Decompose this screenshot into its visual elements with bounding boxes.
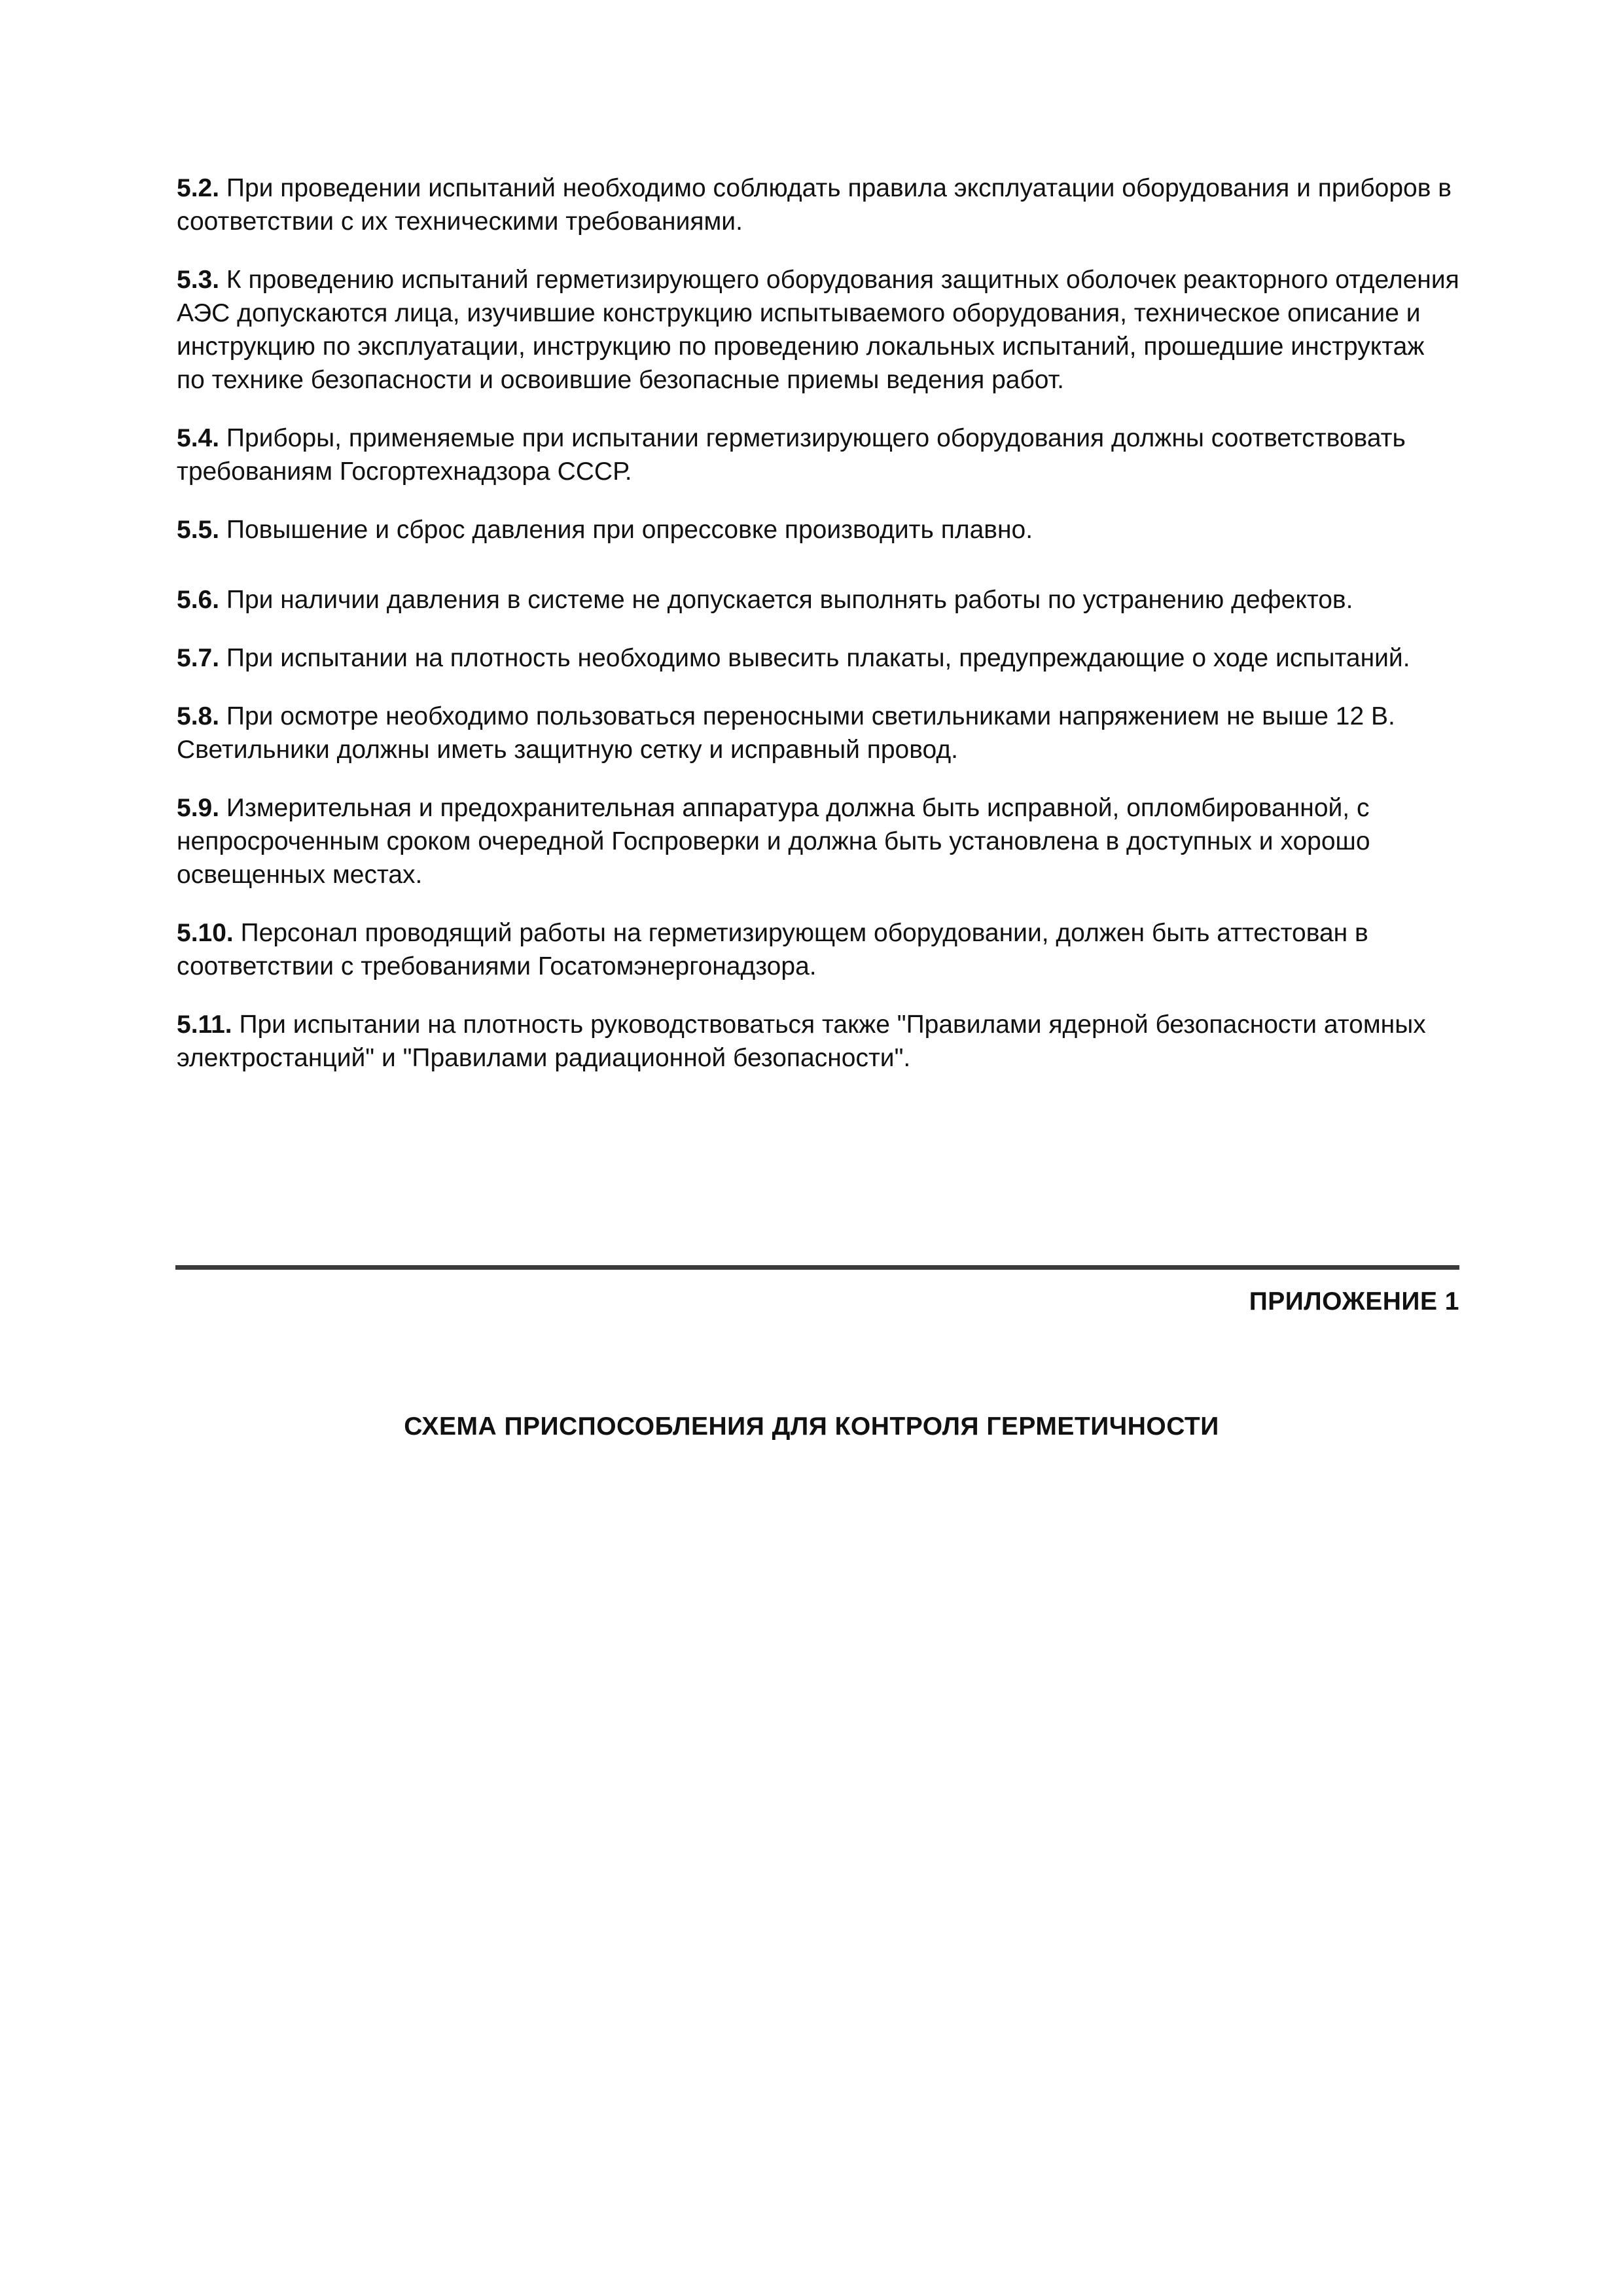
clause-5-7 [177,641,1459,675]
clause-number: 5.6. [177,586,220,614]
clause-number: 5.11. [177,1011,232,1039]
clause-5-2 [177,171,1459,238]
clause-text: При испытании на плотность руководствоваться также "Правилами ядерной безопасности атомных электростанций" и "Правилами радиационной безопасности". [177,1011,1426,1072]
clause-text: При испытании на плотность необходимо вывесить плакаты, предупреждающие о ходе испытаний. [226,644,1410,672]
clause-text: Повышение и сброс давления при опрессовке производить плавно. [226,516,1033,544]
clause-number: 5.8. [177,702,220,730]
clause-text: При проведении испытаний необходимо соблюдать правила эксплуатации оборудования и приборов в соответствии с их техническими требованиями. [177,174,1452,236]
clause-5-11 [177,1008,1459,1075]
clause-text: Измерительная и предохранительная аппаратура должна быть исправной, опломбированной, с непросроченным сроком очередной Госпроверки и должна быть установлена в доступных и хорошо освещенных местах. [177,794,1370,889]
clause-5-3 [177,263,1459,397]
safety-requirements-section [177,171,1459,1100]
clause-text: Приборы, применяемые при испытании герметизирующего оборудования должны соответствовать требованиям Госгортехнадзора СССР. [177,424,1406,486]
clause-5-4 [177,422,1459,488]
clause-5-8 [177,700,1459,766]
clause-text: При осмотре необходимо пользоваться переносными светильниками напряжением не выше 12 В. Светильники должны иметь защитную сетку и исправный провод. [177,702,1395,764]
clause-text: При наличии давления в системе не допускается выполнять работы по устранению дефектов. [226,586,1353,614]
appendix-title: СХЕМА ПРИСПОСОБЛЕНИЯ ДЛЯ КОНТРОЛЯ ГЕРМЕТИЧНОСТИ [404,1412,1219,1441]
clause-text: К проведению испытаний герметизирующего оборудования защитных оболочек реакторного отделения АЭС допускаются лица, изучившие конструкцию испытываемого оборудования, техническое описание и инструкцию по эксплуатации, инструкцию по проведению локальных испытаний, прошедшие инструктаж по технике безопасности и освоившие безопасные приемы ведения работ. [177,266,1459,394]
clause-text: Персонал проводящий работы на герметизирующем оборудовании, должен быть аттестован в соответствии с требованиями Госатомэнергонадзора. [177,919,1368,980]
clause-number: 5.7. [177,644,220,672]
clause-5-10 [177,916,1459,983]
clause-number: 5.4. [177,424,220,452]
clause-number: 5.5. [177,516,220,544]
appendix-label: ПРИЛОЖЕНИЕ 1 [1249,1287,1459,1316]
clause-5-5 [177,513,1459,547]
clause-number: 5.10. [177,919,234,947]
clause-number: 5.3. [177,266,220,294]
clause-5-9 [177,791,1459,891]
clause-number: 5.9. [177,794,220,822]
clause-number: 5.2. [177,174,220,202]
section-divider [175,1265,1459,1270]
clause-5-6 [177,583,1459,617]
